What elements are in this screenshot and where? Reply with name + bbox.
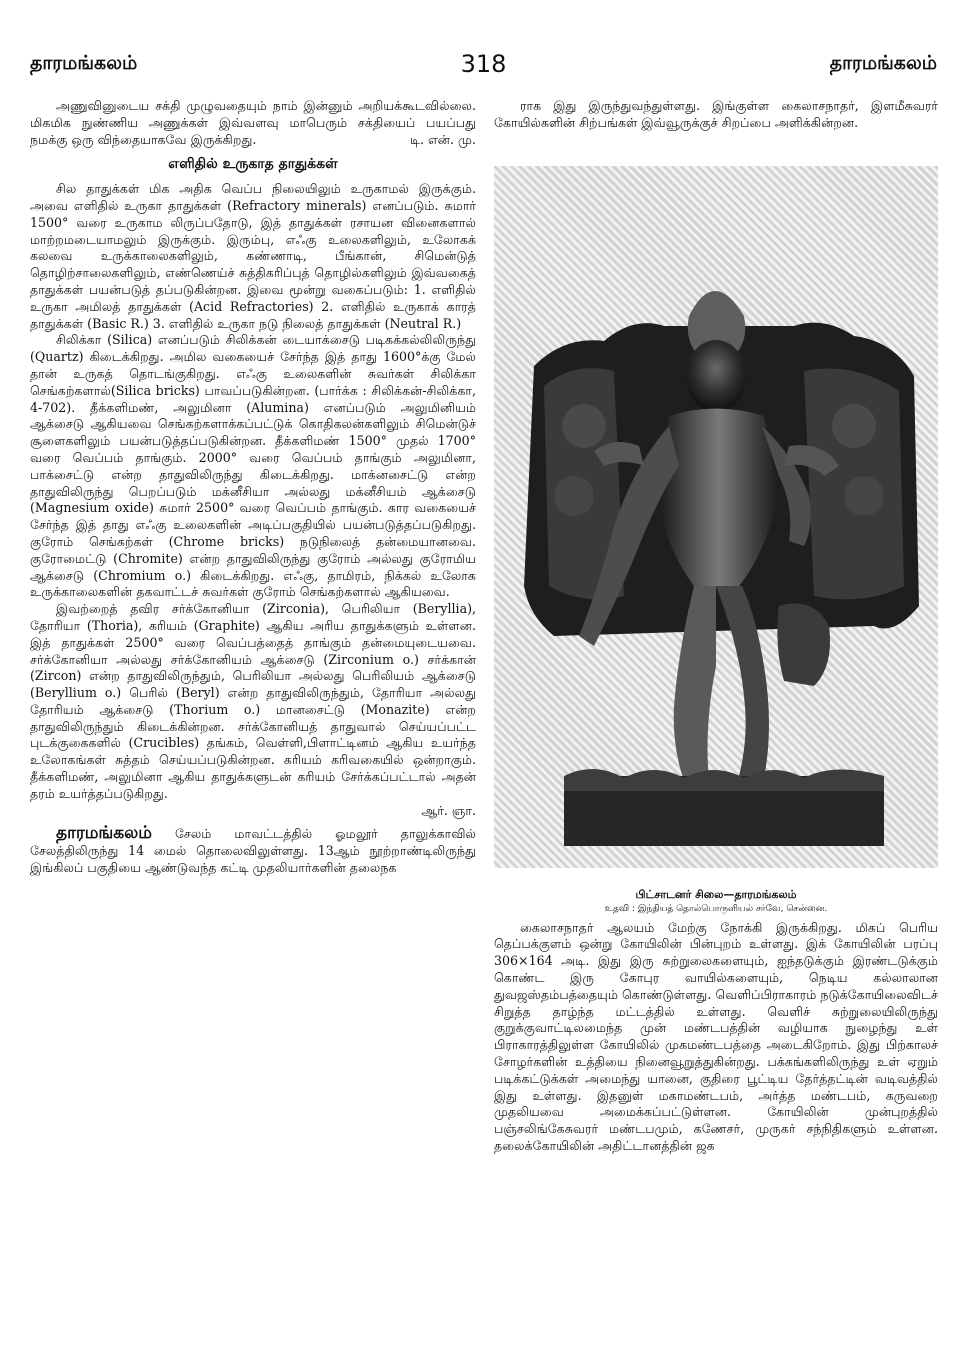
running-title-right: தாரமங்கலம் xyxy=(829,52,937,74)
running-title-left: தாரமங்கலம் xyxy=(30,52,138,74)
paragraph-silica: சிலிக்கா (Silica) எனப்படும் சிலிக்கன் டையாக்சைடு படிகக்கல்லிலிருந்து (Quartz) கிடைக்கிறது. அமில வகையைச் சேர்ந்த இத் தாது 1600°க்கு மேல் தான் உருகத் தொடங்குகிறது. எஃகு உலைகளின் சுவர்கள் சிலிக்கா செங்கற்களால்(Silica bricks) பாவப்படுகின்றன. (பார்க்க : சிலிக்கன்-சிலிக்கா, 4-702). தீக்களிமண், அலுமினா (Alumina) எனப்படும் அலுமினியம் ஆக்சைடு ஆகியவை செங்கற்களாக்கப்பட்டுக் கொதிகலன்களிலும் சிமென்டுச் சூளைகளிலும் பயன்படுத்தப்படுகின்றன. தீக்களிமண் 1500° முதல் 1700° வரை வெப்பம் தாங்கும். 2000° வரை வெப்பம் தாங்கும் அலுமினா, பாக்சைட்டு என்ற தாதுவிலிருந்து கிடைக்கிறது. மாக்னசைட்டு என்ற தாதுவிலிருந்து பெறப்படும் மக்னீசியா அல்லது மக்னீசியம் ஆக்சைடு (Magnesium oxide) சுமார் 2500° வரை வெப்பம் தாங்கும். கார வகையைச் சேர்ந்த இத் தாது எஃகு உலைகளின் அடிப்பகுதியில் பயன்படுத்தப்படுகிறது. குரோம் செங்கற்கள் (Chrome bricks) நடுநிலைத் தன்மையானவை. குரோமைட்டு (Chromite) என்ற தாதுவிலிருந்து குரோம் அல்லது குரோமிய ஆக்சைடு (Chromium o.) கிடைக்கிறது. எஃகு, தாமிரம், நிக்கல் உலோக உருக்காலைகளின் தகவாட்டச் சுவர்கள் குரோம் செங்கற்களால் ஆகியவை. xyxy=(30,332,476,600)
paragraph-refractories-intro: சில தாதுக்கள் மிக அதிக வெப்ப நிலையிலும் உருகாமல் இருக்கும். அவை எளிதில் உருகா தாதுக்கள் (Refractory minerals) எனப்படும். சுமார் 1500° வரை உருகாம லிருப்பதோடு, இத் தாதுக்கள் ரசாயன வினைகளால் மாற்றமடையாமலும் இருக்கும். இரும்பு, எஃகு உலைகளிலும், உலோகக் கலவை உருக்காலைகளிலும், கண்ணாடி, பீங்கான், சிமென்டுத் தொழிற்சாலைகளிலும், எண்ணெய்ச் சுத்திகரிப்புத் தொழில்களிலும் இவ்வகைத் தாதுக்கள் பயன்படுத் தப்படுகின்றன. இவை மூன்று வகைப்படும்: 1. எளிதில் உருகா அமிலத் தாதுக்கள் (Acid Refractories) 2. எளிதில் உருகாக் காரத் தாதுக்கள் (Basic R.) 3. எளிதில் உருகா நடு நிலைத் தாதுக்கள் (Neutral R.) xyxy=(30,181,476,331)
page-number: 318 xyxy=(460,50,507,78)
paragraph-continuation: ராக இது இருந்துவந்துள்ளது. இங்குள்ள கைலாசநாதர், இளமீசுவரர் கோயில்களின் சிற்பங்கள் இவ்வூருக்குச் சிறப்பை அளிக்கின்றன. xyxy=(494,98,938,130)
bhikshatana-statue-image xyxy=(494,166,938,868)
entry-tharamangalam xyxy=(30,825,476,876)
entry-text: சேலம் மாவட்டத்தில் ஓமலூர் தாலுக்காவில் சேலத்திலிருந்து 14 மைல் தொலைவிலுள்ளது. 13ஆம் நூற்றாண்டிலிருந்து இங்கிலப் பகுதியை ஆண்டுவந்த கட்டி முதலியார்களின் தலைநக xyxy=(30,826,476,876)
paragraph-text: அணுவினுடைய சக்தி முழுவதையும் நாம் இன்னும் அறியக்கூடவில்லை. மிகமிக நுண்ணிய அணுக்கள் இவ்வளவு மாபெரும் சக்தியைப் பயப்பது நமக்கு ஒரு விந்தையாகவே இருக்கிறது. xyxy=(30,98,476,147)
author-initials: ஆர். ஞா. xyxy=(421,802,476,818)
paragraph-kailasanathar-temple: கைலாசநாதர் ஆலயம் மேற்கு நோக்கி இருக்கிறது. மிகப் பெரிய தெப்பக்குளம் ஒன்று கோயிலின் பின்புறம் உள்ளது. இக் கோயிலின் பரப்பு 306×164 அடி. இது இரு சுற்றுலைகளையும், ஐந்தடுக்கும் இரண்டடுக்கும் கொண்ட இரு கோபுர வாயில்களையும், நெடிய கல்லாலான துவஜஸ்தம்பத்தையும் கொண்டுள்ளது. வெளிப்பிராகாரம் நடுக்கோயிலைவிடச் சிறுத்த தாழ்ந்த மட்டத்தில் உள்ளது. வெளிச் சுற்றுலையிலிருந்து குறுக்குவாட்டிலமைந்த முன் மண்டபத்தின் வழியாக நுழைந்து உள் பிராகாரத்திலுள்ள கோயிலில் முகமண்டபத்தை அடைகிறோம். இது பிற்காலச் சோழர்களின் உத்தியை நினைவூறுத்துகின்றது. பக்கங்களிலிருந்து உள் ஏறும் படிக்கட்டுக்கள் அமைந்து யானை, குதிரை பூட்டிய தேர்த்தட்டின் வடிவத்தில் இது உள்ளது. இதனுள் மகாமண்டபம், அர்த்த மண்டபம், கருவறை முதலியவை அமைக்கப்பட்டுள்ளன. கோயிலின் முன்புறத்தில் பஞ்சலிங்கேசுவரர் மண்டபமும், கணேசர், முருகர் சந்நிதிகளும் உள்ளன. தலைக்கோயிலின் அதிட்டானத்தின் ஜக xyxy=(494,919,938,1153)
right-column xyxy=(494,98,938,1338)
figure-caption: பிட்சாடனர் சிலை—தாரமங்கலம் xyxy=(635,887,797,901)
paragraph-rare-refractories: இவற்றைத் தவிர சர்க்கோனியா (Zirconia), பெரிலியா (Beryllia), தோரியா (Thoria), கரியம் (Graphite) ஆகிய அரிய தாதுக்களும் உள்ளன. இத் தாதுக்கள் 2500° வரை வெப்பத்தைத் தாங்கும் தன்மையுடையவை. சர்க்கோனியா அல்லது சர்க்கோனியம் ஆக்சைடு (Zirconium o.) சர்க்கான் (Zircon) என்ற தாதுவிலிருந்தும், பெரிலியா அல்லது பெரிலியம் ஆக்சைடு (Beryllium o.) பெரில் (Beryl) என்ற தாதுவிலிருந்தும், தோரியா அல்லது தோரியம் ஆக்சைடு (Thorium o.) மானசைட்டு (Monazite) என்ற தாதுவிலிருந்தும் கிடைக்கின்றன. சர்க்கோனியத் தாதுவால் செய்யப்பட்ட புடக்குகைகளில் (Crucibles) தங்கம், வெள்ளி,பிளாட்டினம் ஆகிய உயர்ந்த உலோகங்கள் சுத்தம் செய்யப்படுகின்றன. கரியம் கரிவகையில் ஒன்றாகும். தீக்களிமண், அலுமினா ஆகிய தாதுக்களுடன் கரியம் சேர்க்கப்பட்டால் அதன் தரம் உயர்த்தப்படுகிறது. xyxy=(30,601,476,801)
entry-title: தாரமங்கலம் xyxy=(56,823,152,844)
statue-photograph xyxy=(494,166,938,868)
page-header xyxy=(0,52,967,86)
paragraph-atomic-power xyxy=(30,98,476,148)
author-initials: டி. என். மு. xyxy=(409,131,476,147)
left-column xyxy=(30,98,476,1338)
figure-credit: உதவி : இந்தியத் தொல்பொருளியல் சர்வே, சென்னை. xyxy=(604,903,828,914)
section-heading-refractories: எளிதில் உருகாத தாதுக்கள் xyxy=(168,156,338,173)
